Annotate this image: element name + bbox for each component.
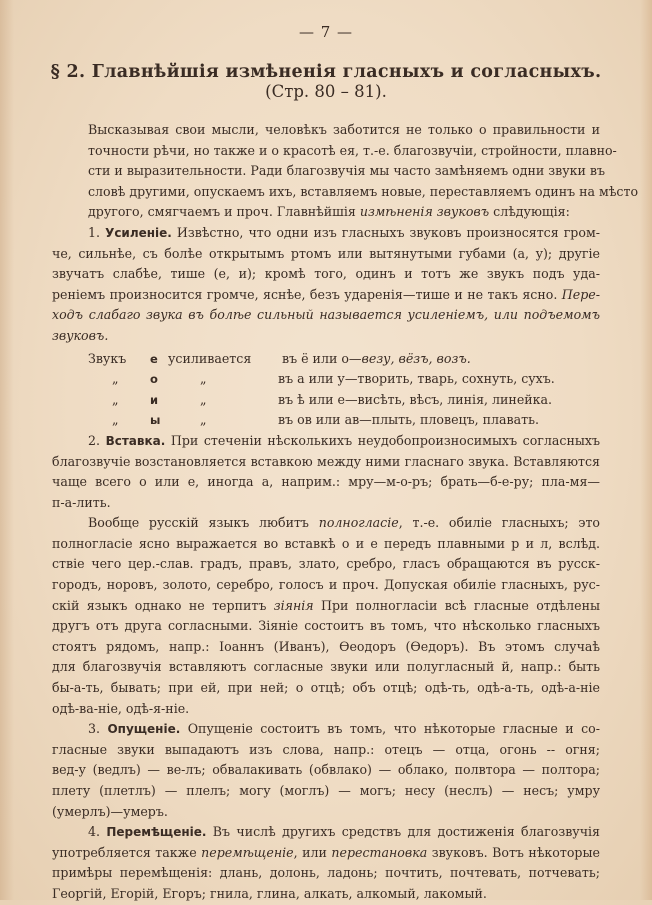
- row-examples: творить, тварь, сохнуть, сухъ.: [357, 371, 555, 387]
- text-line: Георгій, Егорій, Егоръ; гнила, глина, алкать, алкомый, лакомый.: [52, 885, 487, 901]
- text-line: бы-а-ть, бывать; при ей, при ней; о отцѣ; объ отцѣ; одѣ-ть, одѣ-а-ть, одѣ-а-ніе: [52, 680, 600, 696]
- section-2-paragraph: [52, 431, 600, 513]
- text-line: точности рѣчи, но также и о красотѣ ея, т.-е. благозвучіи, стройности, плавно-: [88, 142, 617, 158]
- page-edge-shadow-left: [0, 0, 14, 900]
- row-examples: плыть, пловецъ, плавать.: [371, 412, 539, 428]
- text-line: одѣ-ва-ніе, одѣ-я-ніе.: [52, 700, 190, 716]
- italic-definition: ходъ слабаго звука въ болѣе сильный называется усиленіемъ, или подъемомъ: [52, 307, 600, 323]
- row-verb: „: [200, 371, 207, 387]
- body-text: [52, 120, 639, 905]
- row-lead: „: [112, 391, 119, 407]
- intro-paragraph: [52, 120, 639, 223]
- text-line: примѣры перемѣщенія: длань, долонь, ладонь; почтить, почтевать, потчевать;: [52, 865, 600, 881]
- text-line: [52, 719, 600, 740]
- text-span: скій языкъ однако не терпитъ: [52, 597, 274, 613]
- text-line: Высказывая свои мысли, человѣкъ заботится не только о правильности и: [88, 122, 600, 137]
- text-span: употребляется также: [52, 844, 202, 860]
- row-rule: въ ѣ или е—: [278, 391, 358, 407]
- text-line: [52, 822, 600, 843]
- text-line: чаще всего о или е, иногда а, наприм.: мру—м-о-ръ; брать—б-е-ру; пла-мя—: [52, 474, 600, 490]
- text-line: звучатъ слабѣе, тише (е, и); кромѣ того, одинъ и тотъ же звукъ подъ уда-: [52, 266, 600, 282]
- italic-definition: Пере-: [561, 286, 600, 302]
- table-row: [52, 369, 600, 390]
- section-number: 2.: [88, 432, 101, 448]
- row-rule: въ ов или ав—: [278, 412, 372, 428]
- section-heading: § 2. Главнѣйшія измѣненія гласныхъ и согласныхъ.: [50, 62, 602, 82]
- row-vowel: и: [150, 392, 159, 407]
- row-verb: „: [200, 391, 207, 407]
- row-verb: „: [200, 412, 207, 428]
- text-line: [52, 596, 600, 617]
- row-vowel: е: [150, 351, 158, 366]
- text-line: (умерлъ)—умеръ.: [52, 803, 168, 819]
- page-edge-shadow-right: [640, 0, 652, 900]
- text-span: Вообще русскій языкъ любитъ: [88, 515, 319, 531]
- row-lead: „: [112, 371, 119, 387]
- section-4-paragraph: [52, 822, 600, 904]
- text-line: п-а-лить.: [52, 494, 111, 510]
- row-vowel: о: [150, 372, 158, 387]
- italic-term: перестановка: [331, 844, 428, 860]
- text-line: благозвучіе возстановляется вставкою между ними гласнаго звука. Вставляются: [52, 453, 600, 469]
- text-span: слѣдующія:: [489, 204, 570, 220]
- text-line: вед-у (ведлъ) — ве-лъ; обвалакивать (обвлако) — облако, полвтора — полтора;: [52, 762, 600, 778]
- italic-term: перемѣщеніе: [201, 844, 294, 860]
- text-line: [52, 285, 600, 306]
- text-span: другого, смягчаемъ и проч. Главнѣйшія: [88, 204, 360, 220]
- text-line: стоятъ рядомъ, напр.: Іоаннъ (Иванъ), Ѳеодоръ (Ѳедоръ). Въ этомъ случаѣ: [52, 638, 600, 654]
- row-examples: висѣть, вѣсъ, линія, линейка.: [357, 391, 553, 407]
- row-vowel: ы: [150, 413, 161, 428]
- row-rule: въ а или у—: [278, 371, 358, 387]
- table-row: [52, 349, 600, 370]
- text-span: реніемъ произносится громче, яснѣе, безъ ударенія—тише и не такъ ясно.: [52, 286, 562, 302]
- section-3-paragraph: [52, 719, 600, 822]
- text-line: городъ, норовъ, золото, серебро, голосъ и проч. Допуская обиліе гласныхъ, рус-: [52, 577, 600, 593]
- italic-term: зіянія: [273, 597, 314, 613]
- section-number: 4.: [88, 824, 101, 840]
- italic-term: полногласіе: [318, 515, 399, 531]
- section-term: Усиленіе.: [105, 225, 172, 240]
- text-span: звуковъ. Вотъ нѣкоторые: [427, 844, 600, 860]
- text-line: [52, 843, 600, 864]
- text-span: При стеченіи нѣсколькихъ неудобопроизносимыхъ согласныхъ: [165, 432, 600, 448]
- text-line: полногласіе ясно выражается во вставкѣ о и е передъ плавными р и л, вслѣд.: [52, 535, 600, 551]
- text-line: гласные звуки выпадаютъ изъ слова, напр.: отецъ — отца, огонь -- огня;: [52, 741, 600, 757]
- text-span: , т.-е. обиліе гласныхъ; это: [398, 515, 601, 531]
- table-row: [52, 390, 600, 411]
- row-examples: везу, вёзъ, возъ.: [361, 350, 471, 366]
- section-term: Перемѣщеніе.: [106, 825, 207, 840]
- row-verb: усиливается: [168, 350, 252, 366]
- text-span: Опущеніе состоитъ въ томъ, что нѣкоторые гласные и со-: [180, 721, 600, 737]
- text-span: Въ числѣ другихъ средствъ для достиженія благозвучія: [206, 824, 600, 840]
- vowel-strengthening-table: [52, 349, 600, 431]
- table-row: [52, 410, 600, 431]
- text-line: [52, 202, 600, 223]
- text-span: Извѣстно, что одни изъ гласныхъ звуковъ произносятся гром-: [171, 224, 600, 240]
- section-subheading: (Стр. 80 – 81).: [265, 82, 387, 101]
- italic-definition: звуковъ.: [52, 327, 109, 343]
- section-term: Вставка.: [105, 433, 166, 448]
- page-number: — 7 —: [298, 23, 354, 41]
- italic-term: измѣненія звуковъ: [359, 204, 490, 220]
- text-line: ствіе чего цер.-слав. градъ, правъ, злато, сребро, гласъ обращаются въ русск-: [52, 556, 600, 572]
- text-span: При полногласіи всѣ гласные отдѣлены: [313, 597, 600, 613]
- text-line: словѣ другими, опускаемъ ихъ, вставляемъ новые, переставляемъ одинъ на мѣсто: [88, 183, 639, 199]
- text-line: че, сильнѣе, съ болѣе открытымъ ртомъ или вытянутыми губами (а, у); другіе: [52, 245, 600, 261]
- text-line: [52, 431, 600, 452]
- section-number: 3.: [88, 721, 101, 737]
- section-1-paragraph: [52, 223, 600, 347]
- text-line: [52, 513, 600, 534]
- text-line: сти и выразительности. Ради благозвучія мы часто замѣняемъ одни звуки въ: [88, 163, 606, 179]
- section-term: Опущеніе.: [107, 722, 181, 737]
- row-lead: „: [112, 412, 119, 428]
- section-number: 1.: [88, 224, 101, 240]
- polnoglasie-paragraph: [52, 513, 600, 719]
- text-line: плету (плетлъ) — плелъ; могу (моглъ) — могъ; несу (неслъ) — несъ; умру: [52, 783, 600, 798]
- text-line: [52, 223, 600, 244]
- text-span: , или: [293, 844, 332, 860]
- text-line: другъ отъ друга согласными. Зіяніе состоитъ въ томъ, что нѣсколько гласныхъ: [52, 618, 600, 634]
- text-line: для благозвучія вставляютъ согласные звуки или полугласный й, напр.: быть: [52, 659, 600, 675]
- row-lead: Звукъ: [88, 350, 127, 366]
- row-rule: въ ё или о—: [282, 350, 362, 366]
